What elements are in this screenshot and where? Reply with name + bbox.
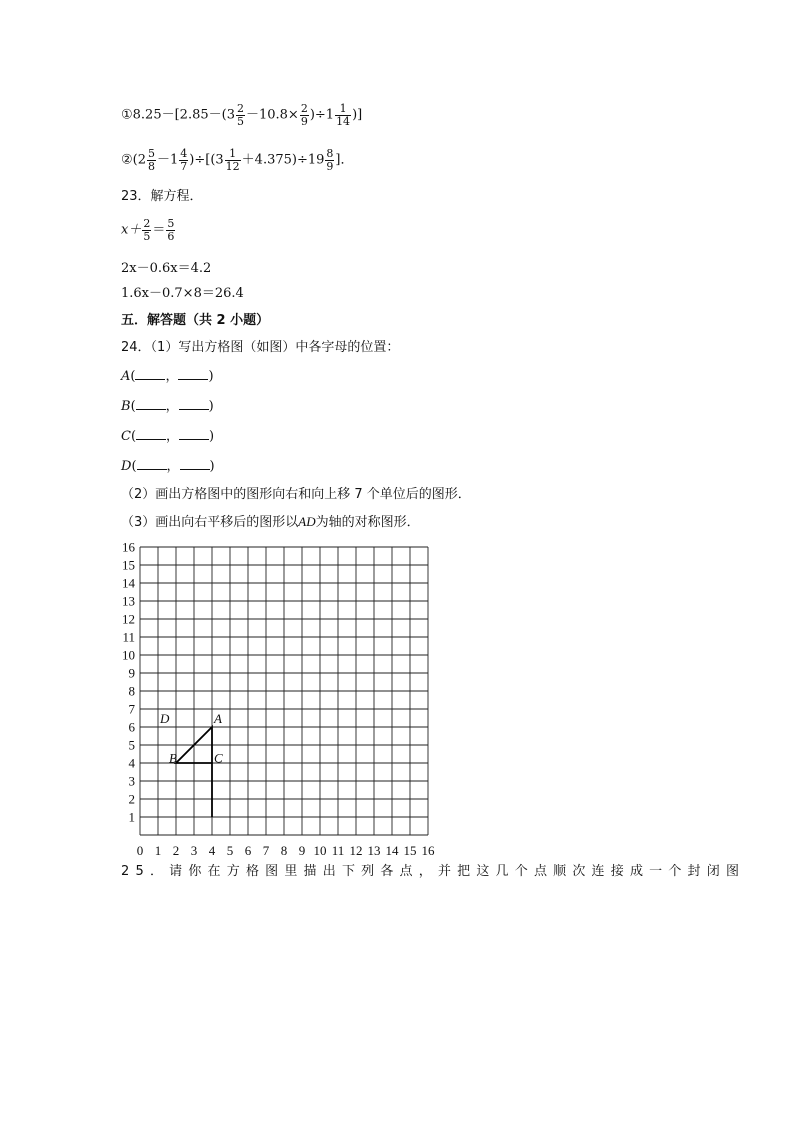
- paren: (: [130, 399, 136, 414]
- expr-text: ②(2: [121, 152, 146, 168]
- point-label: C: [121, 429, 131, 444]
- y-tick-label: 8: [128, 683, 135, 699]
- grid-tick-labels: [122, 540, 435, 859]
- y-tick-label: 14: [122, 575, 135, 591]
- numerator: 1: [335, 103, 351, 116]
- x-tick-label: 12: [349, 843, 363, 858]
- y-tick-label: 6: [128, 719, 135, 735]
- paren: (: [130, 369, 136, 384]
- x-tick-label: 0: [136, 843, 144, 858]
- paren: ): [209, 429, 215, 444]
- problem-24-q1: 24．（1）写出方格图（如图）中各字母的位置：: [121, 340, 400, 355]
- y-tick-label: 11: [122, 629, 135, 645]
- x-tick-label: 3: [190, 843, 198, 858]
- equation-3: 1.6x－0.7×8＝26.4: [121, 286, 244, 301]
- separator: ，: [166, 459, 180, 474]
- y-tick-label: 5: [128, 737, 135, 753]
- x-tick-label: 9: [298, 843, 306, 858]
- expr-text: ＝: [152, 222, 166, 238]
- point-label-b: B: [169, 750, 177, 766]
- point-label: A: [121, 369, 131, 384]
- separator: ，: [166, 429, 180, 444]
- paren: ): [208, 399, 214, 414]
- problem-25-text: 25．请你在方格图里描出下列各点，并把这几个点顺次连接成一个封闭图: [121, 864, 746, 879]
- paren: (: [131, 459, 137, 474]
- denominator: 5: [143, 229, 151, 243]
- denominator: 12: [225, 159, 240, 173]
- y-tick-label: 13: [122, 593, 135, 609]
- equation-2: 2x－0.6x＝4.2: [121, 261, 212, 276]
- problem-24-q2: （2）画出方格图中的图形向右和向上移 7 个单位后的图形．: [121, 487, 471, 502]
- y-tick-label: 2: [128, 791, 135, 807]
- x-tick-label: 10: [313, 843, 327, 858]
- denominator: 6: [167, 229, 175, 243]
- x-tick-label: 11: [331, 843, 345, 858]
- point-label-c: C: [214, 750, 223, 766]
- expr-text: －10.8×: [245, 107, 299, 123]
- y-tick-label: 4: [128, 755, 135, 771]
- y-tick-label: 15: [122, 557, 135, 573]
- point-label-d: D: [160, 711, 170, 726]
- expr-text: ①8.25－[2.85－(3: [121, 107, 235, 123]
- x-tick-label: 2: [172, 843, 180, 858]
- x-tick-label: 13: [367, 843, 381, 858]
- numerator: 8: [326, 147, 334, 160]
- numerator: 5: [148, 147, 155, 160]
- y-tick-label: 10: [122, 647, 135, 663]
- x-tick-label: 5: [226, 843, 234, 858]
- separator: ，: [165, 369, 179, 384]
- expr-text: ＋4.375)÷19: [241, 152, 325, 168]
- expr-text: )÷1: [309, 107, 335, 123]
- denominator: 8: [148, 159, 155, 173]
- paren: ): [208, 369, 214, 384]
- numerator: 4: [180, 147, 188, 160]
- numerator: 5: [167, 217, 175, 230]
- point-label: D: [121, 459, 132, 474]
- grid-lines: [140, 547, 428, 835]
- x-tick-label: 14: [385, 843, 399, 858]
- denominator: 9: [326, 159, 334, 173]
- x-tick-label: 16: [421, 843, 435, 858]
- paren: (: [130, 429, 137, 444]
- expr-text: －1: [157, 152, 179, 168]
- x-tick-label: 15: [403, 843, 417, 858]
- denominator: 14: [336, 114, 351, 128]
- y-tick-label: 16: [122, 539, 135, 555]
- x-tick-label: 4: [208, 843, 216, 858]
- separator: ，: [165, 399, 179, 414]
- y-tick-label: 1: [128, 809, 135, 825]
- point-label: B: [121, 399, 131, 414]
- y-tick-label: 3: [128, 773, 135, 789]
- expr-text: )]: [352, 107, 363, 123]
- paren: ): [209, 459, 215, 474]
- denominator: 5: [236, 114, 244, 128]
- denominator: 7: [180, 159, 188, 173]
- axis-label: AD: [298, 514, 316, 529]
- expr-text: ]．: [335, 152, 354, 168]
- numerator: 2: [236, 102, 244, 115]
- numerator: 2: [300, 102, 308, 115]
- x-tick-label: 1: [154, 843, 162, 858]
- y-tick-label: 12: [122, 611, 135, 627]
- x-tick-label: 7: [262, 843, 270, 858]
- expr-text: x＋: [121, 222, 142, 238]
- x-tick-label: 6: [244, 843, 252, 858]
- numerator: 2: [143, 217, 151, 230]
- y-tick-label: 7: [128, 701, 135, 717]
- y-tick-label: 9: [128, 665, 135, 681]
- point-label-a: A: [214, 711, 222, 726]
- expr-text: 为轴的对称图形．: [315, 515, 420, 530]
- expr-text: （3）画出向右平移后的图形以: [121, 515, 299, 530]
- section-heading: 五．解答题（共 2 小题）: [121, 313, 270, 328]
- problem-23-title: 23．解方程．: [121, 189, 203, 204]
- denominator: 9: [300, 114, 308, 128]
- numerator: 1: [225, 148, 241, 161]
- expr-text: )÷[(3: [189, 152, 224, 168]
- x-tick-label: 8: [280, 843, 288, 858]
